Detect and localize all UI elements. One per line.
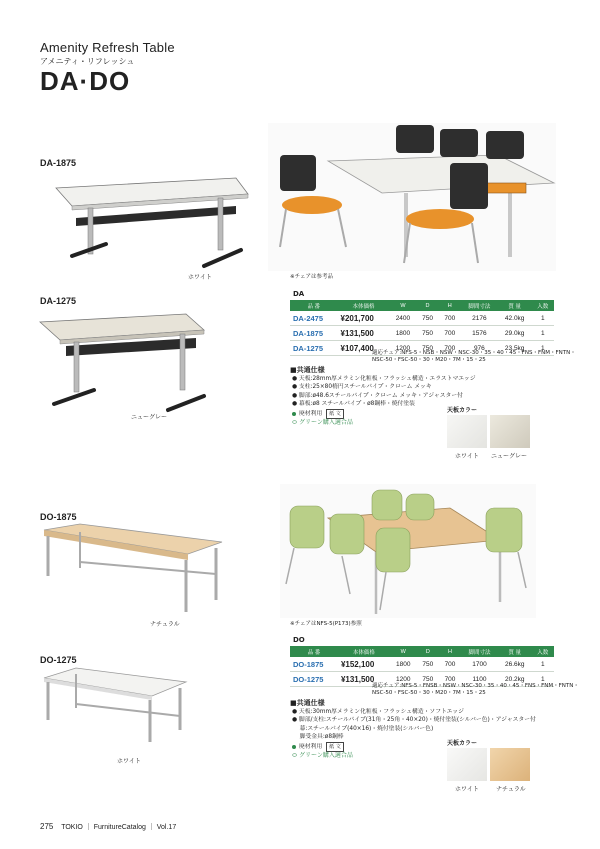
table-row: DA-2475 ¥201,700 2400 750 700 2176 42.0kg 1 xyxy=(290,311,554,326)
header-h: H xyxy=(439,300,461,311)
da-chair-note-1: 適応チェア:NFS-5・NSB・NSW・NSC-30・35・40・45・FNS・FNM・FNTN・ xyxy=(372,350,576,356)
do-green-row: ⬭ グリーン購入適合品 xyxy=(292,752,353,759)
color-caption-white: ホワイト xyxy=(188,274,212,281)
swatch-natural xyxy=(490,748,530,781)
header-h: H xyxy=(439,646,461,657)
da-green-row: ⬭ グリーン購入適合品 xyxy=(292,419,353,426)
da-scene-photo xyxy=(268,123,556,271)
do-waste-row: 廃材利用 紙 文 xyxy=(292,742,344,752)
color-caption-white-do: ホワイト xyxy=(117,758,141,765)
header-w: W xyxy=(389,300,416,311)
do-1875-table-image xyxy=(40,520,225,618)
header-qty: 入数 xyxy=(532,646,554,657)
header-leg-span: 脚間寸法 xyxy=(461,646,498,657)
swatch-label-white: ホワイト xyxy=(455,453,479,460)
swatch-white xyxy=(447,415,487,448)
swatch-new-gray xyxy=(490,415,530,448)
header-weight: 質 量 xyxy=(498,300,532,311)
header-d: D xyxy=(417,646,439,657)
do-1275-table-image xyxy=(40,664,190,748)
table-row: DA-1275 ¥107,400 1200 750 700 976 23.5kg 1 xyxy=(290,341,554,356)
footer xyxy=(40,822,176,832)
spec-item: ● 脚部/支柱:スチールパイプ(31角・25角・40×20)・焼付塗装(シルバー色)・アジャスター付 xyxy=(292,717,536,724)
do-spec-title: ■共通仕様 xyxy=(290,699,325,707)
color-caption-natural: ナチュラル xyxy=(150,621,180,628)
table-row: DO-1875 ¥152,100 1800 750 700 1700 26.6kg 1 xyxy=(290,657,554,672)
header-weight: 質 量 xyxy=(498,646,532,657)
do-chair-note-1: 適応チェア:NFS-5・FNSB・NSW・NSC-30・35・40・45・FNS・FNM・FNTN・ xyxy=(372,683,579,689)
spec-item: ● 幕板:ø8 スチールパイプ・ø8鋼棒・焼付塗装 xyxy=(292,400,415,407)
spec-item: ● 天板:28mm厚メラミン化粧板・フラッシュ構造・エラストマエッジ xyxy=(292,376,476,382)
page-number: 275 xyxy=(40,822,54,831)
spec-item: 脚受金具:ø8鋼棒 xyxy=(292,733,344,740)
table-row: DA-1875 ¥131,500 1800 750 700 1576 29.0kg 1 xyxy=(290,326,554,341)
model-label-do-1875: DO-1875 xyxy=(40,512,77,522)
da-chair-note-2: NSC-50・FSC-50・30・M20・7M・15・25 xyxy=(372,357,486,363)
header-price: 本体価格 xyxy=(338,300,390,311)
da-table-label: DA xyxy=(293,290,305,298)
header-d: D xyxy=(416,300,438,311)
header-qty: 入数 xyxy=(532,300,554,311)
header-code: 品 番 xyxy=(290,646,338,657)
header-code: 品 番 xyxy=(290,300,338,311)
do-top-color-label: 天板カラー xyxy=(447,740,478,747)
da-waste-row: 廃材利用 紙 文 xyxy=(292,409,344,419)
do-table-label: DO xyxy=(293,636,305,644)
header-leg-span: 脚間寸法 xyxy=(461,300,498,311)
spec-item: 幕:スチールパイプ(40×16)・焼付塗装(シルバー色) xyxy=(292,725,434,732)
model-label-da-1875: DA-1875 xyxy=(40,158,77,168)
do-spec-list xyxy=(292,708,536,741)
waste-badge: 紙 文 xyxy=(326,409,344,419)
green-leaf-icon: ⬭ xyxy=(292,419,298,426)
page-title-en: Amenity Refresh Table xyxy=(40,40,175,55)
da-spec-title: ■共通仕様 xyxy=(290,366,325,374)
da-photo-note: ※チェアは参考品 xyxy=(290,274,333,280)
spec-item: ● 天板:30mm厚メラミン化粧板・フラッシュ構造・ソフトエッジ xyxy=(292,709,464,715)
swatch-label-natural: ナチュラル xyxy=(496,786,526,793)
swatch-label-white-do: ホワイト xyxy=(455,786,479,793)
model-label-da-1275: DA-1275 xyxy=(40,296,77,306)
waste-dot-icon xyxy=(292,412,296,416)
spec-item: ● 支柱:25×80楕円スチールパイプ・クローム メッキ xyxy=(292,384,432,391)
do-chair-note-2: NSC-50・FSC-50・30・M20・7M・15・25 xyxy=(372,690,486,696)
da-spec-list xyxy=(292,375,476,408)
do-scene-photo xyxy=(280,484,536,618)
series-name: DA·DO xyxy=(40,66,131,96)
swatch-white-do xyxy=(447,748,487,781)
header-price: 本体価格 xyxy=(338,646,390,657)
header-w: W xyxy=(390,646,417,657)
da-1875-table-image xyxy=(36,168,251,280)
da-top-color-label: 天板カラー xyxy=(447,407,478,414)
model-label-do-1275: DO-1275 xyxy=(40,655,77,665)
waste-dot-icon xyxy=(292,745,296,749)
da-1275-table-image xyxy=(36,306,216,418)
table-row: DO-1275 ¥131,500 1200 750 700 1100 20.2kg 1 xyxy=(290,672,554,687)
color-caption-new-gray: ニューグレー xyxy=(131,414,168,421)
waste-badge: 紙 文 xyxy=(326,742,344,752)
page-title-jp: アメニティ・リフレッシュ xyxy=(40,57,135,66)
footer-text: TOKIO ｜ FurnitureCatalog ｜ Vol.17 xyxy=(61,824,177,831)
do-photo-note: ※チェアはNFS-5(P173)参照 xyxy=(290,621,362,627)
swatch-label-new-gray: ニューグレー xyxy=(491,453,528,460)
spec-item: ● 脚部:ø48.6スチールパイプ・クローム メッキ・アジャスター付 xyxy=(292,392,463,399)
green-leaf-icon: ⬭ xyxy=(292,752,298,759)
